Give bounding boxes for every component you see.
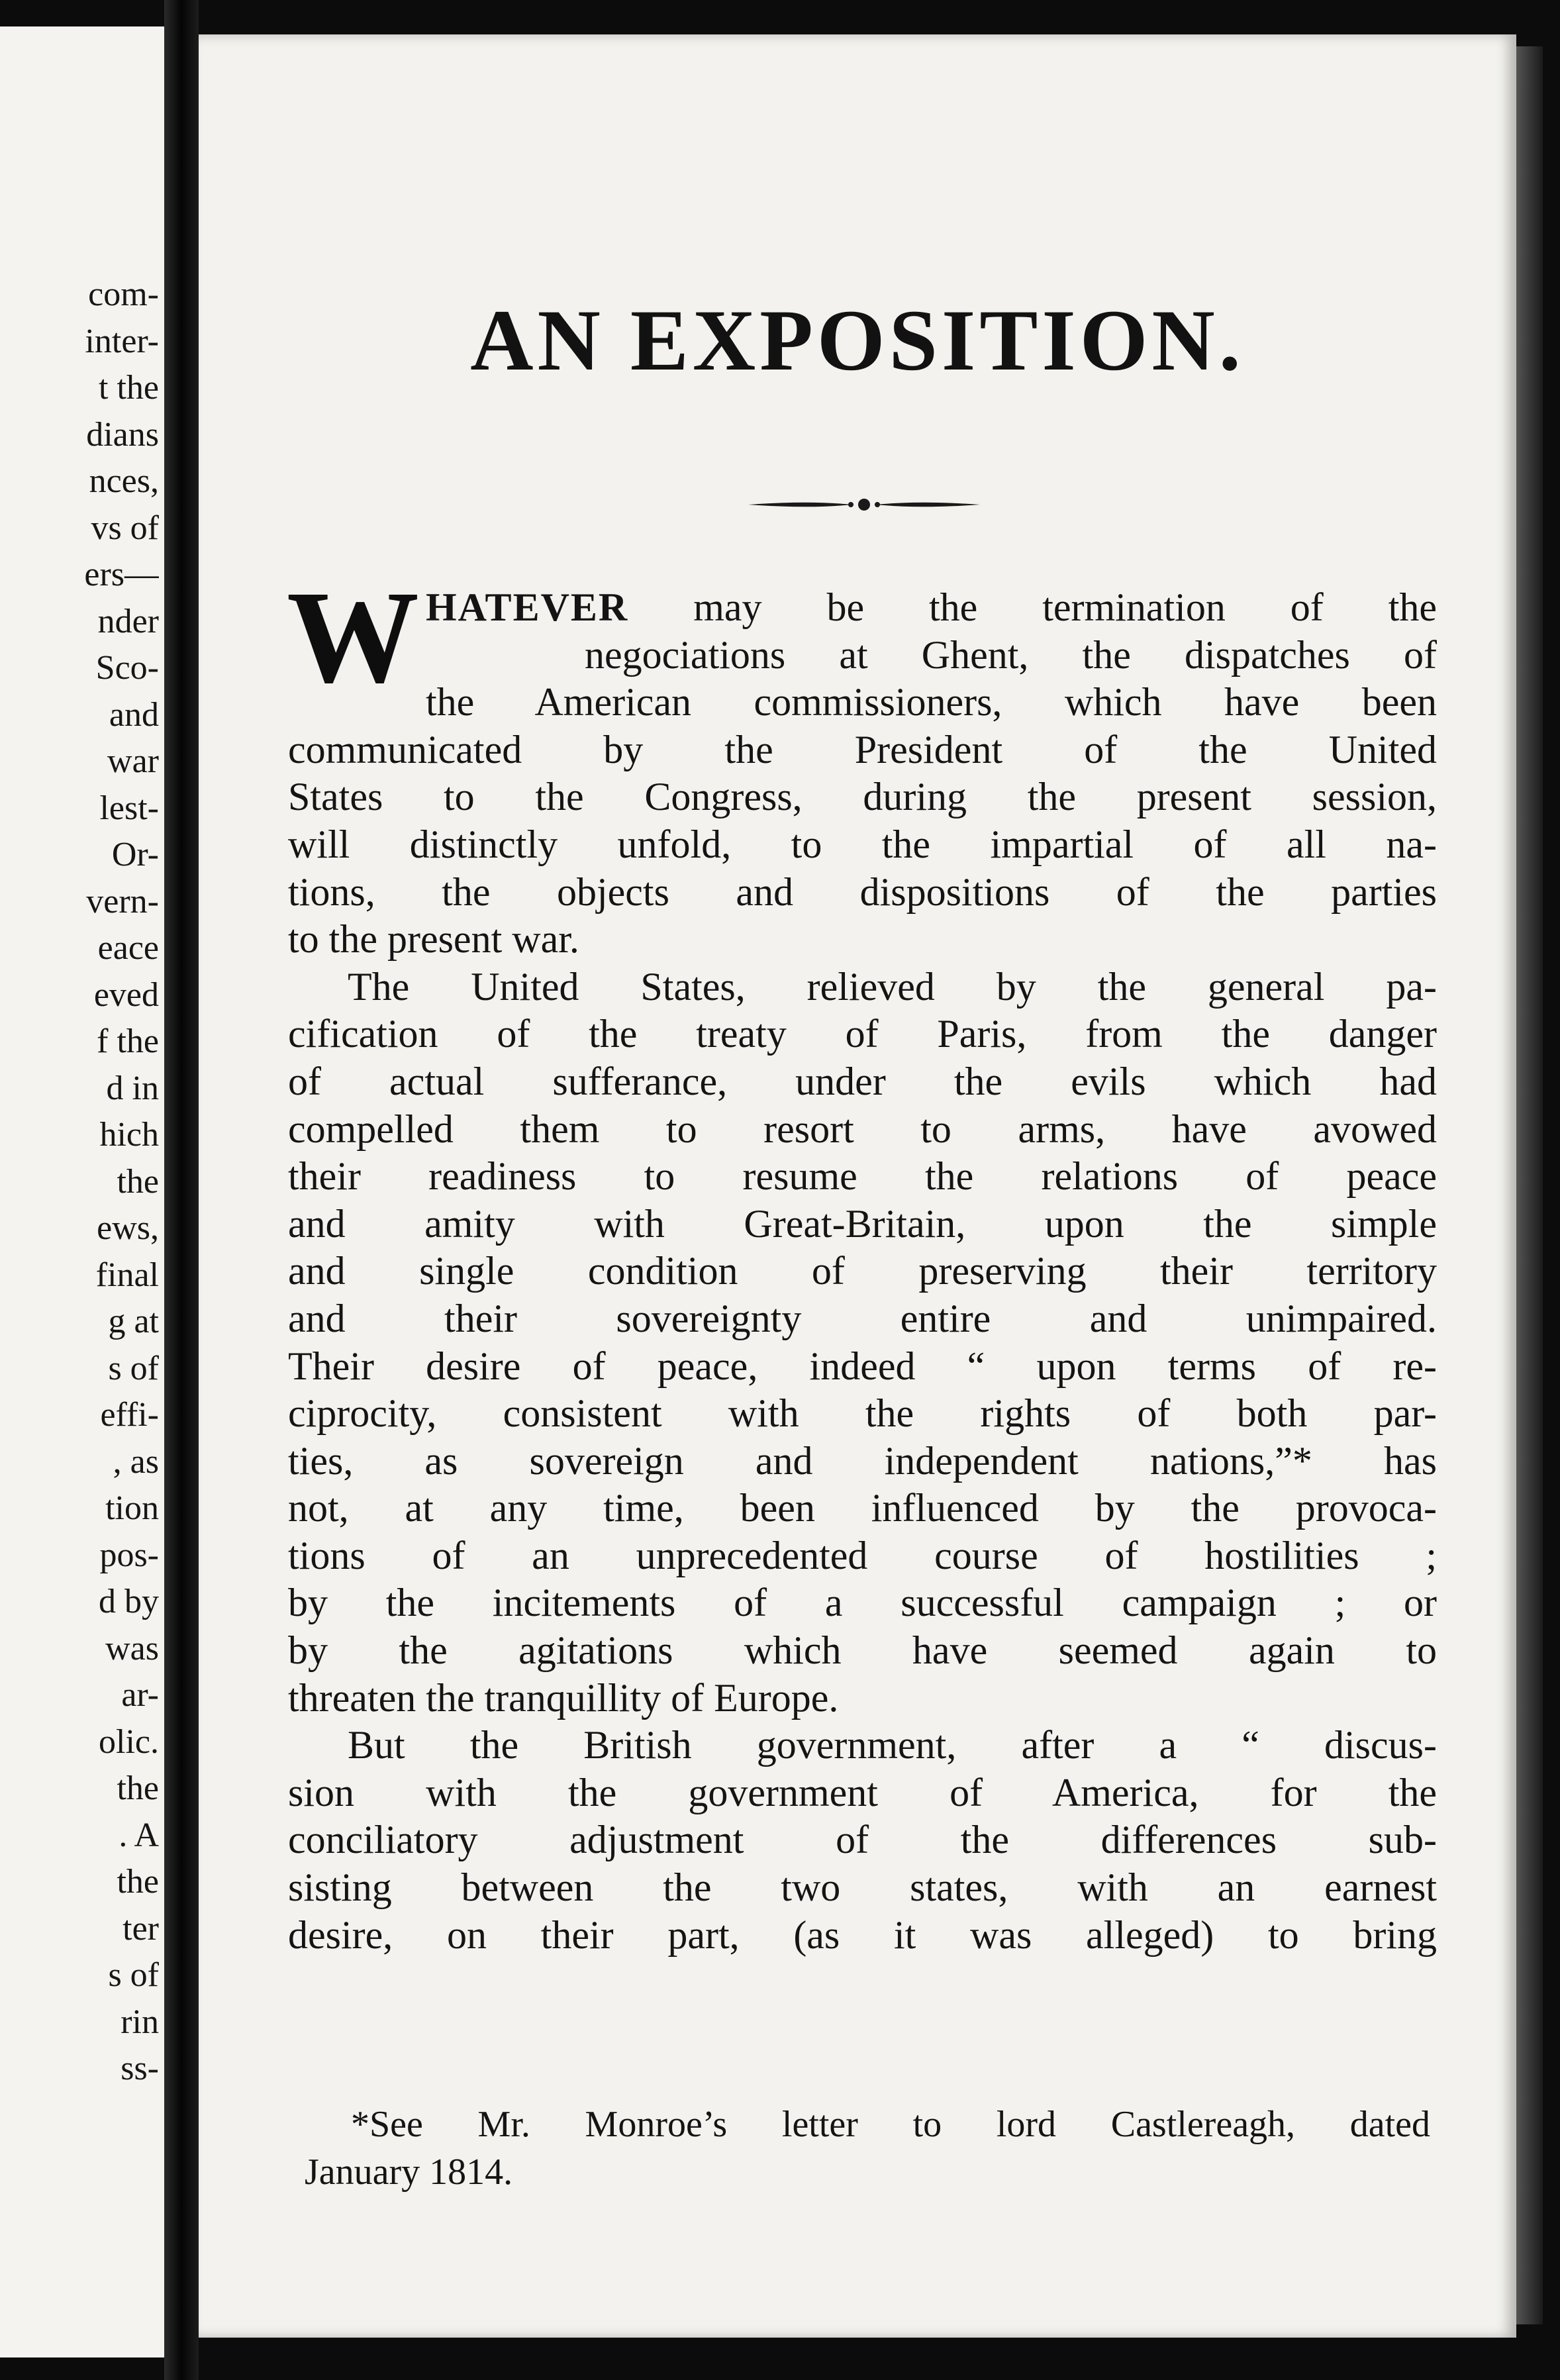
facing-page-line: eace bbox=[97, 929, 159, 967]
text-line: their readiness to resume the relations of peace bbox=[288, 1154, 1437, 1199]
facing-page-text bbox=[0, 272, 159, 2093]
facing-page bbox=[0, 26, 164, 2357]
facing-page-line: tion bbox=[105, 1489, 159, 1527]
facing-page-line: eved bbox=[93, 975, 159, 1014]
text-line: But the British government, after a “ discus- bbox=[348, 1723, 1437, 1767]
text-line: compelled them to resort to arms, have avowed bbox=[288, 1107, 1437, 1151]
facing-page-line: the bbox=[117, 1769, 159, 1807]
facing-page-line: d by bbox=[99, 1583, 159, 1620]
text-line: tions of an unprecedented course of hostilities ; bbox=[288, 1533, 1437, 1577]
facing-page-line: and bbox=[109, 695, 159, 734]
facing-page-line: ter bbox=[122, 1909, 159, 1948]
text-line: communicated by the President of the United bbox=[288, 727, 1437, 771]
facing-page-line: was bbox=[105, 1629, 159, 1667]
facing-page-line: the bbox=[117, 1863, 159, 1901]
text-line: will distinctly unfold, to the impartial of all na- bbox=[288, 822, 1437, 866]
facing-page-line: ers— bbox=[84, 556, 159, 593]
facing-page-line: ews, bbox=[97, 1209, 159, 1247]
footnote bbox=[305, 2101, 1430, 2196]
body-text bbox=[287, 564, 1437, 1959]
text-line: HATEVER may be the termination of the bbox=[426, 585, 1437, 629]
text-line: of actual sufferance, under the evils which had bbox=[288, 1059, 1437, 1103]
text-line: Their desire of peace, indeed “ upon terms of re- bbox=[288, 1344, 1437, 1388]
facing-page-line: hich bbox=[99, 1116, 159, 1154]
text-line: and amity with Great-Britain, upon the simple bbox=[288, 1201, 1437, 1246]
facing-page-line: f the bbox=[97, 1022, 159, 1060]
facing-page-line: vern- bbox=[86, 882, 159, 920]
facing-page-line: com- bbox=[88, 275, 159, 313]
facing-page-line: inter- bbox=[85, 322, 159, 360]
text-line: desire, on their part, (as it was alleged) to bring bbox=[288, 1912, 1437, 1957]
drop-cap: W bbox=[287, 564, 419, 711]
facing-page-line: rin bbox=[121, 2003, 159, 2041]
text-line: by the agitations which have seemed again to bbox=[288, 1628, 1437, 1673]
footnote-line: *See Mr. Monroe’s letter to lord Castlereagh, dated bbox=[351, 2104, 1430, 2145]
text-line: ciprocity, consistent with the rights of both par- bbox=[288, 1391, 1437, 1436]
facing-page-line: g at bbox=[108, 1303, 159, 1340]
facing-page-line: Sco- bbox=[95, 649, 159, 687]
footnote-line: January 1814. bbox=[305, 2152, 513, 2193]
facing-page-line: dians bbox=[86, 415, 159, 454]
text-line: by the incitements of a successful campaign ; or bbox=[288, 1581, 1437, 1625]
text-line: threaten the tranquillity of Europe. bbox=[288, 1675, 839, 1720]
facing-page-line: nder bbox=[97, 602, 159, 640]
facing-page-line: nces, bbox=[89, 462, 159, 500]
facing-page-line: ar- bbox=[121, 1676, 159, 1714]
book-page bbox=[199, 34, 1516, 2338]
text-line: ties, as sovereign and independent nations,”* has bbox=[288, 1438, 1437, 1483]
facing-page-line: , as bbox=[113, 1442, 159, 1481]
facing-page-line: t the bbox=[99, 369, 159, 407]
page-edge bbox=[1516, 46, 1543, 2324]
paragraph-1 bbox=[287, 564, 1437, 964]
text-line: not, at any time, been influenced by the provoca- bbox=[288, 1486, 1437, 1530]
text-line: sion with the government of America, for the bbox=[288, 1770, 1437, 1814]
facing-page-line: pos- bbox=[99, 1536, 159, 1574]
page-title: AN EXPOSITION. bbox=[470, 291, 1245, 389]
facing-page-line: d in bbox=[106, 1069, 159, 1107]
facing-page-line: war bbox=[107, 742, 159, 780]
ornament-divider-icon bbox=[745, 491, 983, 518]
facing-page-line: olic. bbox=[99, 1722, 159, 1761]
text-line: States to the Congress, during the present session, bbox=[288, 775, 1437, 819]
text-line: conciliatory adjustment of the differences sub- bbox=[288, 1818, 1437, 1862]
text-line: cification of the treaty of Paris, from the danger bbox=[288, 1012, 1437, 1056]
facing-page-line: s of bbox=[108, 1349, 159, 1387]
text-line: tions, the objects and dispositions of the parties bbox=[288, 869, 1437, 914]
facing-page-line: Or- bbox=[111, 836, 159, 873]
facing-page-line: ss- bbox=[121, 2050, 159, 2087]
text-line: The United States, relieved by the general pa- bbox=[348, 964, 1437, 1009]
text-line: the American commissioners, which have been bbox=[426, 680, 1437, 724]
facing-page-line: final bbox=[95, 1256, 159, 1294]
text-line: negociations at Ghent, the dispatches of bbox=[585, 632, 1437, 677]
facing-page-line: vs of bbox=[91, 509, 159, 547]
facing-page-line: . A bbox=[119, 1816, 159, 1854]
facing-page-line: lest- bbox=[99, 789, 159, 827]
text-line: and single condition of preserving their territory bbox=[288, 1249, 1437, 1293]
facing-page-line: s of bbox=[108, 1956, 159, 1994]
facing-page-line: effi- bbox=[100, 1396, 159, 1434]
book-gutter bbox=[164, 0, 199, 2380]
paragraph-2 bbox=[288, 964, 1437, 1722]
text-line: and their sovereignty entire and unimpaired. bbox=[288, 1296, 1437, 1340]
text-line: to the present war. bbox=[288, 917, 579, 962]
facing-page-line: the bbox=[117, 1162, 159, 1201]
paragraph-3 bbox=[288, 1722, 1437, 1959]
text-line: sisting between the two states, with an earnest bbox=[288, 1865, 1437, 1910]
